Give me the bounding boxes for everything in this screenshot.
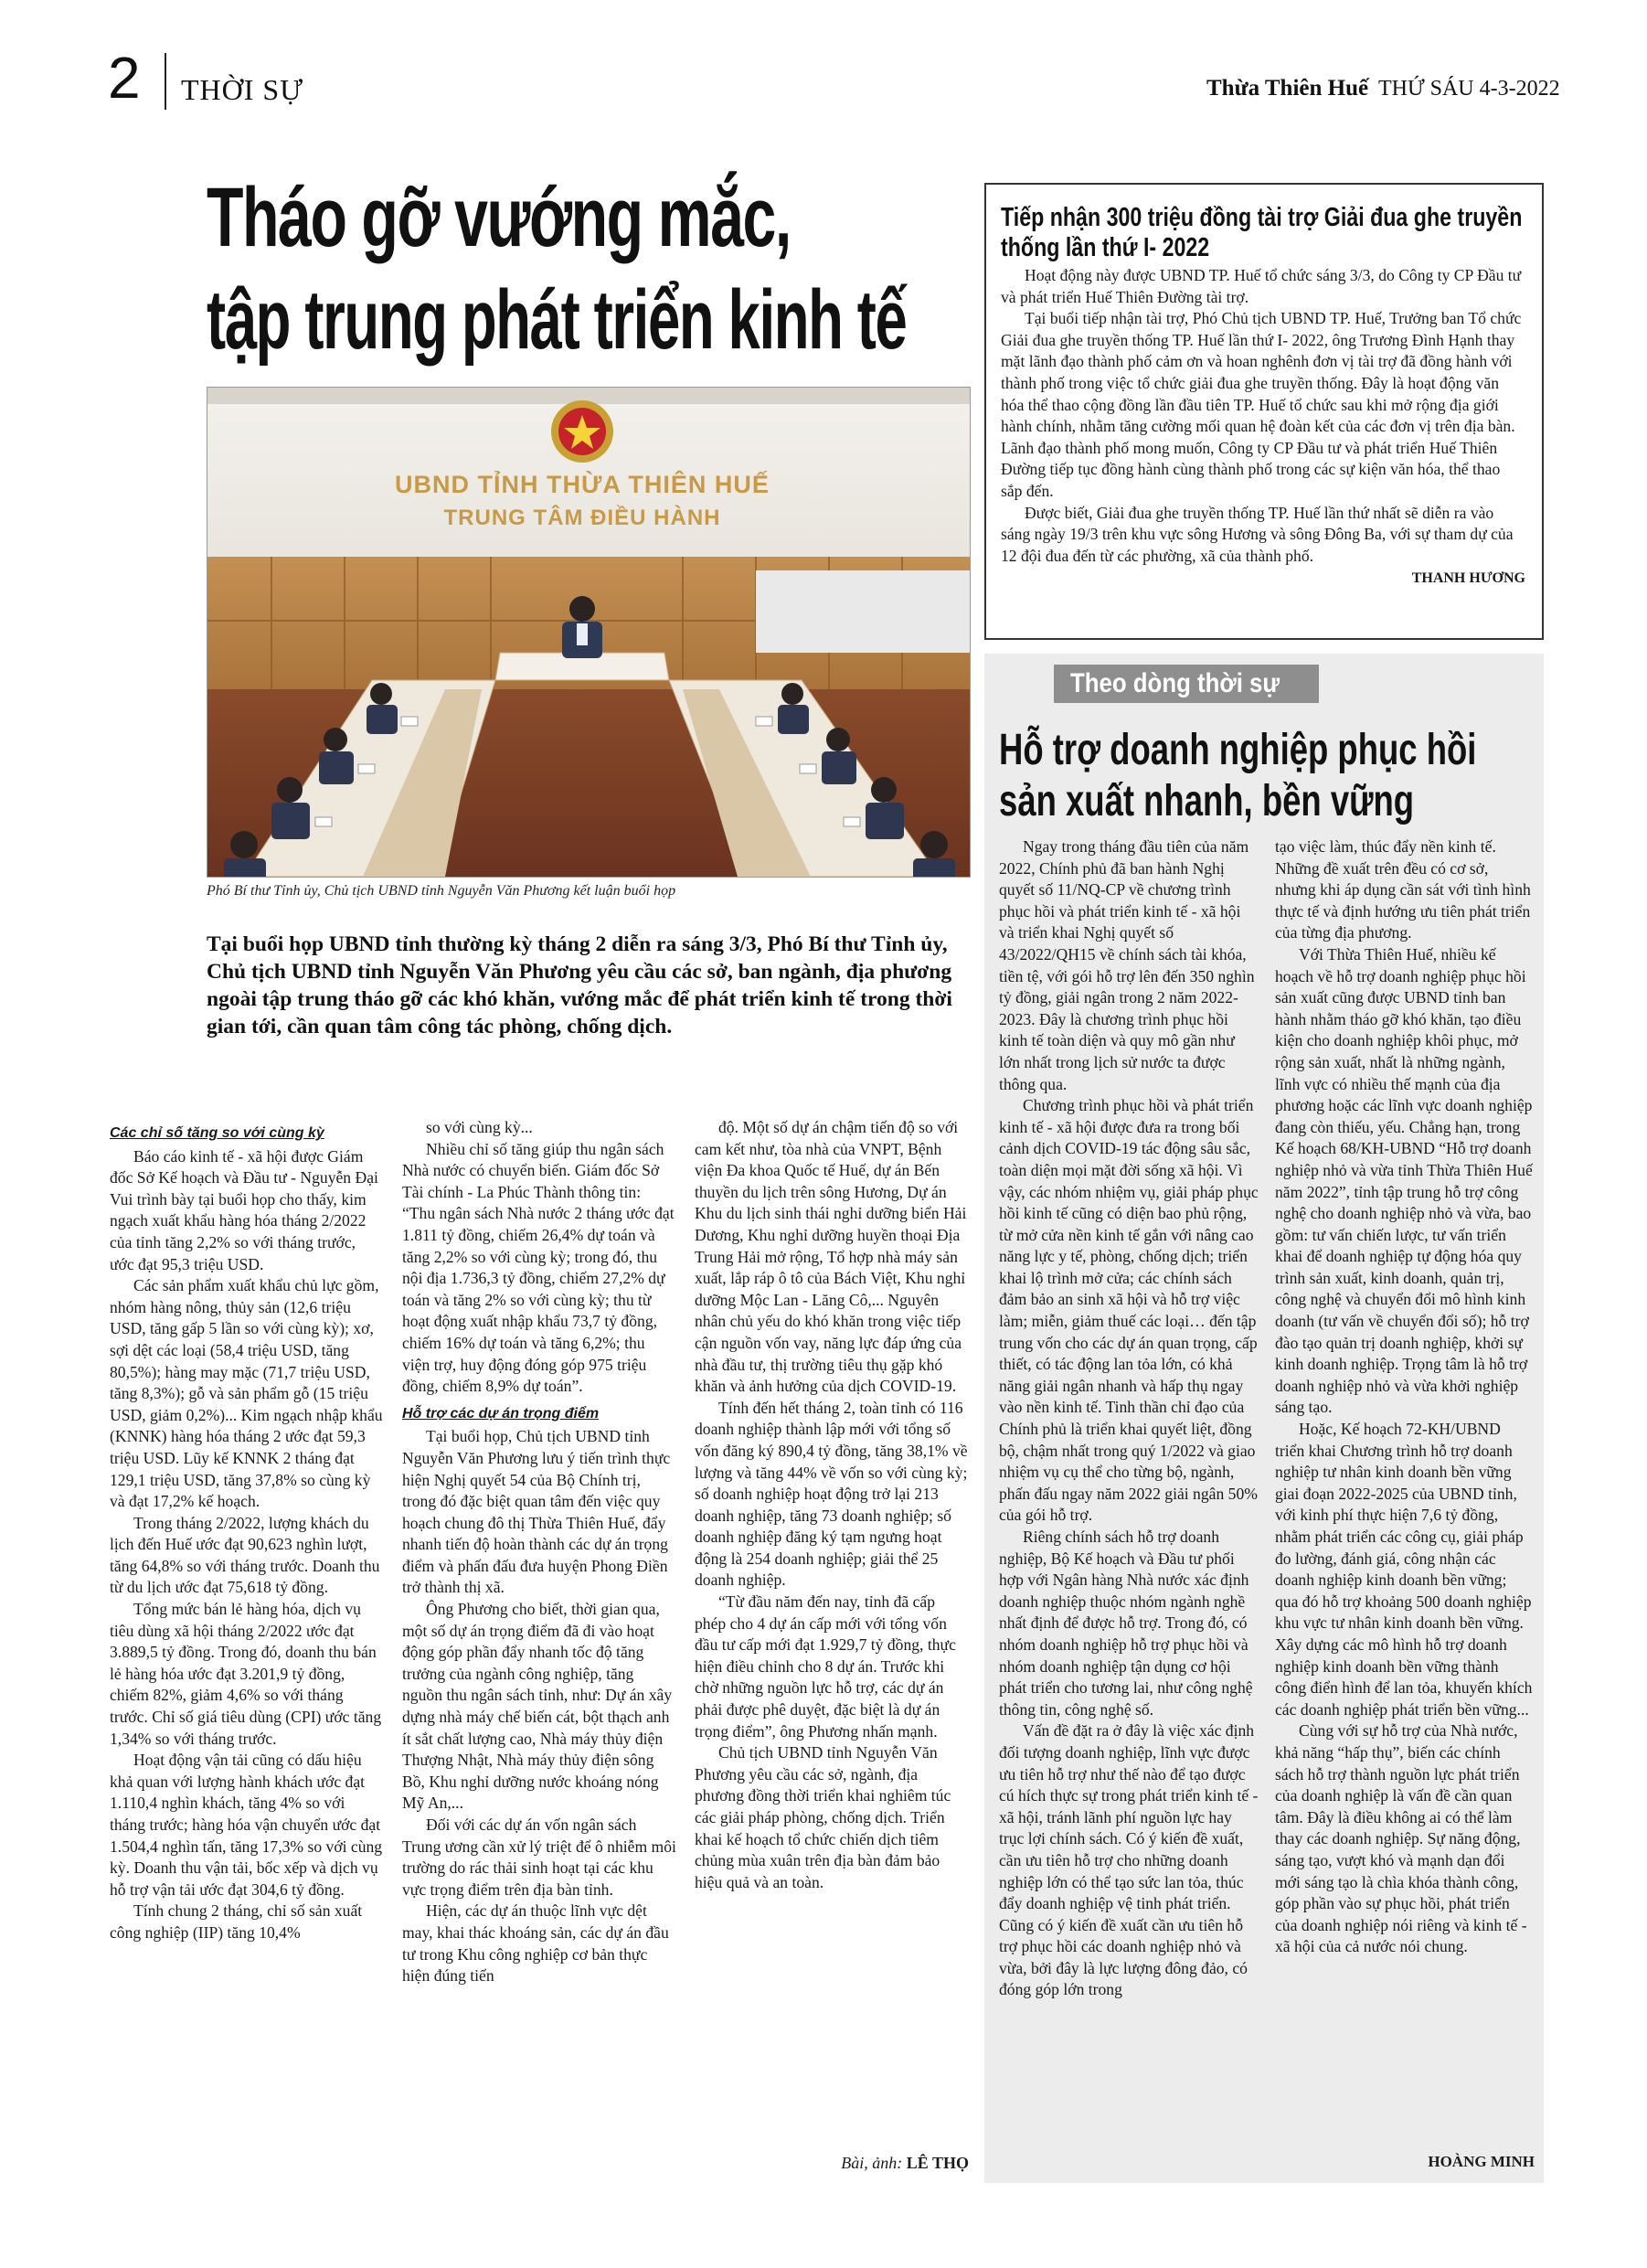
- emblem-icon: [551, 400, 613, 463]
- paragraph: Tại buổi họp, Chủ tịch UBND tỉnh Nguyễn Văn Phương lưu ý tiến trình thực hiện Nghị quyết 54 của Bộ Chính trị, trong đó đặc biệt quan tâm đến việc quy hoạch chung đô thị Thừa Thiên Huế, đẩy nhanh tiến độ hoàn thành các dự án trọng điểm và phấn đấu đưa huyện Phong Điền trở thành thị xã.: [402, 1427, 671, 1597]
- brief-title: Tiếp nhận 300 triệu đồng tài trợ Giải đua ghe truyền thống lần thứ I- 2022: [1001, 203, 1523, 262]
- paragraph: Chương trình phục hồi và phát triển kinh tế - xã hội được đưa ra trong bối cảnh dịch COVID-19 tác động sâu sắc, toàn diện mọi mặt đời sống xã hội. Vì vậy, các nhóm nhiệm vụ, giải pháp phục hồi kinh tế cũng có diện bao phủ rộng, từ mở cửa nền kinh tế gắn với nâng cao năng lực y tế, phòng, chống dịch; triển khai lộ trình mở cửa; các chính sách đảm bảo an sinh xã hội và hỗ trợ việc làm; miễn, giảm thuế các loại… đến tập trung vốn cho các dự án quan trọng, cấp thiết, có tác động lan tỏa lớn, có khả năng giải ngân nhanh và hấp thụ ngay vào nền kinh tế. Tinh thần chỉ đạo của Chính phủ là triển khai quyết liệt, đồng bộ, chậm nhất trong quý 1/2022 và giao nhiệm vụ cụ thể cho từng bộ, ngành, phấn đấu ngay năm 2022 giải ngân 50% của gói hỗ trợ.: [999, 1096, 1259, 1525]
- paragraph: Trong tháng 2/2022, lượng khách du lịch đến Huế ước đạt 90,623 nghìn lượt, tăng 64,8% so với tháng trước. Doanh thu từ du lịch ước đạt 75,618 tỷ đồng.: [110, 1513, 380, 1597]
- paragraph: Riêng chính sách hỗ trợ doanh nghiệp, Bộ Kế hoạch và Đầu tư phối hợp với Ngân hàng Nhà nước xác định doanh nghiệp thuộc nhóm ngành nghề nhất định để được hỗ trợ. Trong đó, có nhóm doanh nghiệp hỗ trợ phục hồi và nhóm doanh nghiệp tận dụng cơ hội phát triển cho tương lai, như công nghệ thông tin, công nghệ số.: [999, 1528, 1253, 1719]
- paragraph: Nhiều chỉ số tăng giúp thu ngân sách Nhà nước có chuyển biến. Giám đốc Sở Tài chính - La Phúc Thành thông tin: “Thu ngân sách Nhà nước 2 tháng ước đạt 1.811 tỷ đồng, chiếm 26,4% dự toán và tăng 2,2% so với cùng kỳ; trong đó, thu nội địa 1.736,3 tỷ đồng, chiếm 27,2% dự toán và tăng 2% so với cùng kỳ; thu từ hoạt động xuất nhập khẩu 73,7 tỷ đồng, chiếm 16% dự toán và tăng 6,2%; thu viện trợ, huy động đóng góp 975 triệu đồng, chiếm 8,9% dự toán”.: [402, 1139, 675, 1396]
- rubric-label: Theo dòng thời sự: [1070, 668, 1280, 698]
- main-column-1: [110, 1117, 384, 1944]
- byline-prefix: Bài, ảnh:: [841, 2154, 907, 2172]
- byline: [695, 2154, 969, 2173]
- subhead-indicators: Các chỉ số tăng so với cùng kỳ: [110, 1125, 324, 1141]
- paragraph: Được biết, Giải đua ghe truyền thống TP. Huế lần thứ nhất sẽ diễn ra vào sáng ngày 19/3 trên khu vực sông Hương và sông Đông Ba, với sự tham dự của 12 đội đua đến từ các phường, xã của thành phố.: [1001, 503, 1514, 565]
- paragraph: Tại buổi tiếp nhận tài trợ, Phó Chủ tịch UBND TP. Huế, Trưởng ban Tổ chức Giải đua ghe truyền thống TP. Huế lần thứ I- 2022, ông Trương Đình Hạnh thay mặt lãnh đạo thành phố cảm ơn và hoan nghênh đơn vị tài trợ đã đồng hành với thành phố trong việc tổ chức giải đua ghe truyền thống. Đây là hoạt động văn hóa thể thao cộng đồng lần đầu tiên TP. Huế tổ chức sau khi mở rộng địa giới hành chính, nhằm tăng cường mối quan hệ đoàn kết của các đơn vị trên địa bàn. Lãnh đạo thành phố mong muốn, Công ty CP Đầu tư và phát triển Huế Thiên Đường tiếp tục đồng hành cùng thành phố trong các sự kiện văn hóa, thể thao sắp đến.: [1001, 309, 1522, 500]
- news-brief-box: [984, 183, 1544, 640]
- sign-line-2: TRUNG TÂM ĐIỀU HÀNH: [443, 506, 721, 530]
- side-title-line-1: Hỗ trợ doanh nghiệp phục hồi: [999, 726, 1477, 774]
- paragraph: Hoạt động này được UBND TP. Huế tổ chức sáng 3/3, do Công ty CP Đầu tư và phát triển Huế Thiên Đường tài trợ.: [1001, 266, 1522, 306]
- header-divider: [165, 53, 166, 110]
- rubric-badge: [1054, 665, 1319, 703]
- paragraph: so với cùng kỳ...: [426, 1118, 533, 1136]
- brief-author: THANH HƯƠNG: [1411, 570, 1525, 587]
- headline-line-1: Tháo gỡ vướng mắc,: [207, 171, 791, 264]
- lead-paragraph: Tại buổi họp UBND tỉnh thường kỳ tháng 2 diễn ra sáng 3/3, Phó Bí thư Tỉnh ủy, Chủ tịch UBND tỉnh Nguyễn Văn Phương yêu cầu các sở, ban ngành, địa phương ngoài tập trung tháo gỡ các khó khăn, vướng mắc để phát triển kinh tế trong thời gian tới, cần quan tâm công tác phòng, chống dịch.: [207, 932, 952, 1038]
- paragraph: Tính đến hết tháng 2, toàn tỉnh có 116 doanh nghiệp thành lập mới với tổng số vốn đăng ký 890,4 tỷ đồng, tăng 38,1% về lượng và tăng 44% về vốn so với cùng kỳ; số doanh nghiệp hoạt động trở lại 213 doanh nghiệp, tăng 73 doanh nghiệp; số doanh nghiệp đăng ký tạm ngưng hoạt động là 254 doanh nghiệp; giải thể 25 doanh nghiệp.: [695, 1398, 968, 1590]
- sign-line-1: UBND TỈNH THỪA THIÊN HUẾ: [395, 471, 770, 498]
- paragraph: Ngay trong tháng đầu tiên của năm 2022, Chính phủ đã ban hành Nghị quyết số 11/NQ-CP về chương trình phục hồi và phát triển kinh tế - xã hội và triển khai Nghị quyết số 43/2022/QH15 về chính sách tài khóa, tiền tệ, với gói hỗ trợ lên đến 350 nghìn tỷ đồng, giải ngân trong 2 năm 2022-2023. Đây là chương trình phục hồi kinh tế toàn diện và quy mô gần như lớn nhất trong lịch sử nước ta được thông qua.: [999, 837, 1255, 1093]
- paragraph: Hoạt động vận tải cũng có dấu hiệu khả quan với lượng hành khách ước đạt 1.110,4 nghìn khách, tăng 4% so với tháng trước; hàng hóa vận chuyển ước đạt 1.504,4 nghìn tấn, tăng 17,3% so với cùng kỳ. Doanh thu vận tải, bốc xếp và dịch vụ hỗ trợ vận tải ước đạt 304,6 tỷ đồng.: [110, 1751, 383, 1899]
- photo-caption: Phó Bí thư Tỉnh ủy, Chủ tịch UBND tỉnh Nguyễn Văn Phương kết luận buổi họp: [207, 883, 676, 899]
- paragraph: Ông Phương cho biết, thời gian qua, một số dự án trọng điểm đã đi vào hoạt động góp phần đẩy nhanh tốc độ tăng trưởng của ngành công nghiệp, tăng nguồn thu ngân sách tỉnh, như: Dự án xây dựng nhà máy chế biến cát, bột thạch anh ít sắt chất lượng cao, Nhà máy thủy điện Thượng Nhật, Nhà máy thủy điện sông Bồ, Khu nghỉ dưỡng nước khoáng nóng Mỹ An,...: [402, 1600, 673, 1813]
- paragraph: Các sản phẩm xuất khẩu chủ lực gồm, nhóm hàng nông, thủy sản (12,6 triệu USD, tăng gấp 5 lần so với cùng kỳ); xơ, sợi dệt các loại (58,4 triệu USD, tăng 80,5%); hàng may mặc (71,7 triệu USD, tăng 8,3%); gỗ và sản phẩm gỗ (15 triệu USD, giảm 0,2%)... Kim ngạch nhập khẩu (KNNK) hàng hóa tháng 2 ước đạt 59,3 triệu USD. Lũy kế KNNK 2 tháng đạt 129,1 triệu USD, tăng 37,8% so cùng kỳ và đạt 17,2% kế hoạch.: [110, 1276, 383, 1511]
- page-number: 2: [108, 45, 141, 111]
- paragraph: Hoặc, Kế hoạch 72-KH/UBND triển khai Chương trình hỗ trợ doanh nghiệp tư nhân kinh doanh bền vững giai đoạn 2022-2025 của UBND tỉnh, với kinh phí thực hiện 7,6 tỷ đồng, nhằm phát triển các công cụ, giải pháp đo lường, đánh giá, công nhận các doanh nghiệp kinh doanh bền vững; qua đó hỗ trợ khoảng 500 doanh nghiệp khu vực tư nhân kinh doanh bền vững. Xây dựng các mô hình hỗ trợ doanh nghiệp kinh doanh bền vững thành công điển hình để lan tỏa, khuyến khích các doanh nghiệp phát triển bền vững...: [1275, 1420, 1533, 1719]
- side-column-2: [1275, 836, 1533, 1958]
- side-author: HOÀNG MINH: [1428, 2153, 1535, 2170]
- meeting-room-image: [207, 388, 970, 877]
- paragraph: Vấn đề đặt ra ở đây là việc xác định đối tượng doanh nghiệp, lĩnh vực được ưu tiên hỗ trợ như thế nào để tạo được cú hích thực sự trong phát triển kinh tế - xã hội, tránh lãnh phí nguồn lực hay trục lợi chính sách. Có ý kiến đề xuất, cần ưu tiên hỗ trợ cho những doanh nghiệp lớn có thể tạo sức lan tỏa, thúc đẩy doanh nghiệp vệ tinh phát triển. Cũng có ý kiến đề xuất cần ưu tiên hỗ trợ phục hồi các doanh nghiệp nhỏ và vừa, bởi đây là lực lượng đông đảo, có đóng góp lớn trong: [999, 1721, 1259, 1999]
- meeting-photo: [207, 387, 971, 878]
- paragraph: Hiện, các dự án thuộc lĩnh vực dệt may, khai thác khoáng sản, các dự án đầu tư trong Khu công nghiệp cơ bản thực hiện đúng tiến: [402, 1901, 669, 1986]
- subhead-key-projects: Hỗ trợ các dự án trọng điểm: [402, 1405, 600, 1421]
- paragraph: Tổng mức bán lẻ hàng hóa, dịch vụ tiêu dùng xã hội tháng 2/2022 ước đạt 3.889,5 tỷ đồng. Trong đó, doanh thu bán lẻ hàng hóa ước đạt 3.201,9 tỷ đồng, chiếm 82%, giảm 4,6% so với tháng trước. Chỉ số giá tiêu dùng (CPI) ước tăng 1,34% so với tháng trước.: [110, 1600, 382, 1748]
- paragraph: Với Thừa Thiên Huế, nhiều kế hoạch về hỗ trợ doanh nghiệp phục hồi sản xuất cũng được UBND tỉnh ban hành nhằm tháo gỡ khó khăn, tạo điều kiện cho doanh nghiệp khôi phục, mở rộng sản xuất, nhất là những ngành, lĩnh vực có nhiều thế mạnh của địa phương hoặc các lĩnh vực doanh nghiệp đang còn thiếu, yếu. Chẳng hạn, trong Kế hoạch 68/KH-UBND “Hỗ trợ doanh nghiệp nhỏ và vừa tỉnh Thừa Thiên Huế năm 2022”, tỉnh tập trung hỗ trợ công nghệ cho doanh nghiệp nhỏ và vừa, bao gồm: tư vấn chiến lược, tư vấn triển khai để doanh nghiệp tự động hóa quy trình sản xuất, kinh doanh, quản trị, công nghệ và chuyển đổi mô hình kinh doanh (tư vấn về chuyển đổi số); hỗ trợ đào tạo quản trị doanh nghiệp, khởi sự kinh doanh nghiệp. Trọng tâm là hỗ trợ doanh nghiệp nhỏ và vừa khởi nghiệp sáng tạo.: [1275, 944, 1533, 1417]
- brief-body: [1001, 265, 1525, 567]
- issue-date: THỨ SÁU 4-3-2022: [1378, 77, 1560, 101]
- headline-line-2: tập trung phát triển kinh tế: [207, 273, 907, 367]
- paragraph: độ. Một số dự án chậm tiến độ so với cam kết như, tòa nhà của VNPT, Bệnh viện Đa khoa Quốc tế Huế, dự án Bến thuyền du lịch trên sông Hương, Dự án Khu du lịch sinh thái nghỉ dưỡng biển Hải Dương, Khu nghỉ dưỡng huyền thoại Địa Trung Hải mở rộng, Tổ hợp nhà máy sản xuất, lắp ráp ô tô của Bách Việt, Khu nghỉ dưỡng Mộc Lan - Lăng Cô,... Nguyên nhân chủ yếu do khó khăn trong việc tiếp cận nguồn vốn vay, năng lực đáp ứng của nhà đầu tư, thị trường tiêu thụ gặp khó khăn và ảnh hưởng của dịch COVID-19.: [695, 1118, 967, 1396]
- paragraph: Cùng với sự hỗ trợ của Nhà nước, khả năng “hấp thụ”, biến các chính sách hỗ trợ thành nguồn lực phát triển của doanh nghiệp là vấn đề cần quan tâm. Đây là điều không ai có thể làm thay các doanh nghiệp. Sự năng động, sáng tạo, vượt khó và mạnh dạn đổi mới sáng tạo là chìa khóa thành công, góp phần vào sự phục hồi, phát triển của doanh nghiệp nói riêng và kinh tế - xã hội của cả nước nói chung.: [1275, 1721, 1527, 1956]
- page-header: [0, 0, 1647, 110]
- main-column-2: [402, 1117, 676, 1987]
- paragraph: Chủ tịch UBND tỉnh Nguyễn Văn Phương yêu cầu các sở, ngành, địa phương đồng thời triển khai nghiêm túc các giải pháp phòng, chống dịch. Triển khai kế hoạch tổ chức chiến dịch tiêm chủng mùa xuân trên địa bàn đảm bảo hiệu quả và an toàn.: [695, 1743, 951, 1891]
- paragraph: “Từ đầu năm đến nay, tỉnh đã cấp phép cho 4 dự án cấp mới với tổng vốn đầu tư cấp mới đạt 1.929,7 tỷ đồng, thực hiện điều chỉnh cho 8 dự án. Trước khi chờ những nguồn lực hỗ trợ, các dự án phải được phê duyệt, đặc biệt là dự án trọng điểm”, ông Phương nhấn mạnh.: [695, 1592, 956, 1741]
- paragraph: tạo việc làm, thúc đẩy nền kinh tế. Những đề xuất trên đều có cơ sở, nhưng khi áp dụng cần sát với tình hình thực tế và định hướng ưu tiên phát triển của từng địa phương.: [1275, 837, 1531, 942]
- section-title: THỜI SỰ: [181, 73, 304, 106]
- side-column-1: [999, 836, 1259, 2001]
- paper-name: Thừa Thiên Huế: [1206, 76, 1369, 101]
- byline-name: LÊ THỌ: [906, 2154, 969, 2172]
- side-article: [984, 654, 1544, 2183]
- paragraph: Tính chung 2 tháng, chỉ số sản xuất công nghiệp (IIP) tăng 10,4%: [110, 1901, 363, 1942]
- main-column-3: [695, 1117, 969, 1893]
- side-title-line-2: sản xuất nhanh, bền vững: [999, 777, 1415, 825]
- paragraph: Đối với các dự án vốn ngân sách Trung ương cần xử lý triệt để ô nhiễm môi trường do rác thải sinh hoạt tại các khu vực trọng điểm trên địa bàn tỉnh.: [402, 1815, 676, 1899]
- paragraph: Báo cáo kinh tế - xã hội được Giám đốc Sở Kế hoạch và Đầu tư - Nguyễn Đại Vui trình bày tại buổi họp cho thấy, kim ngạch xuất khẩu hàng hóa tháng 2/2022 của tỉnh tăng 2,2% so với tháng trước, ước đạt 95,3 triệu USD.: [110, 1146, 378, 1273]
